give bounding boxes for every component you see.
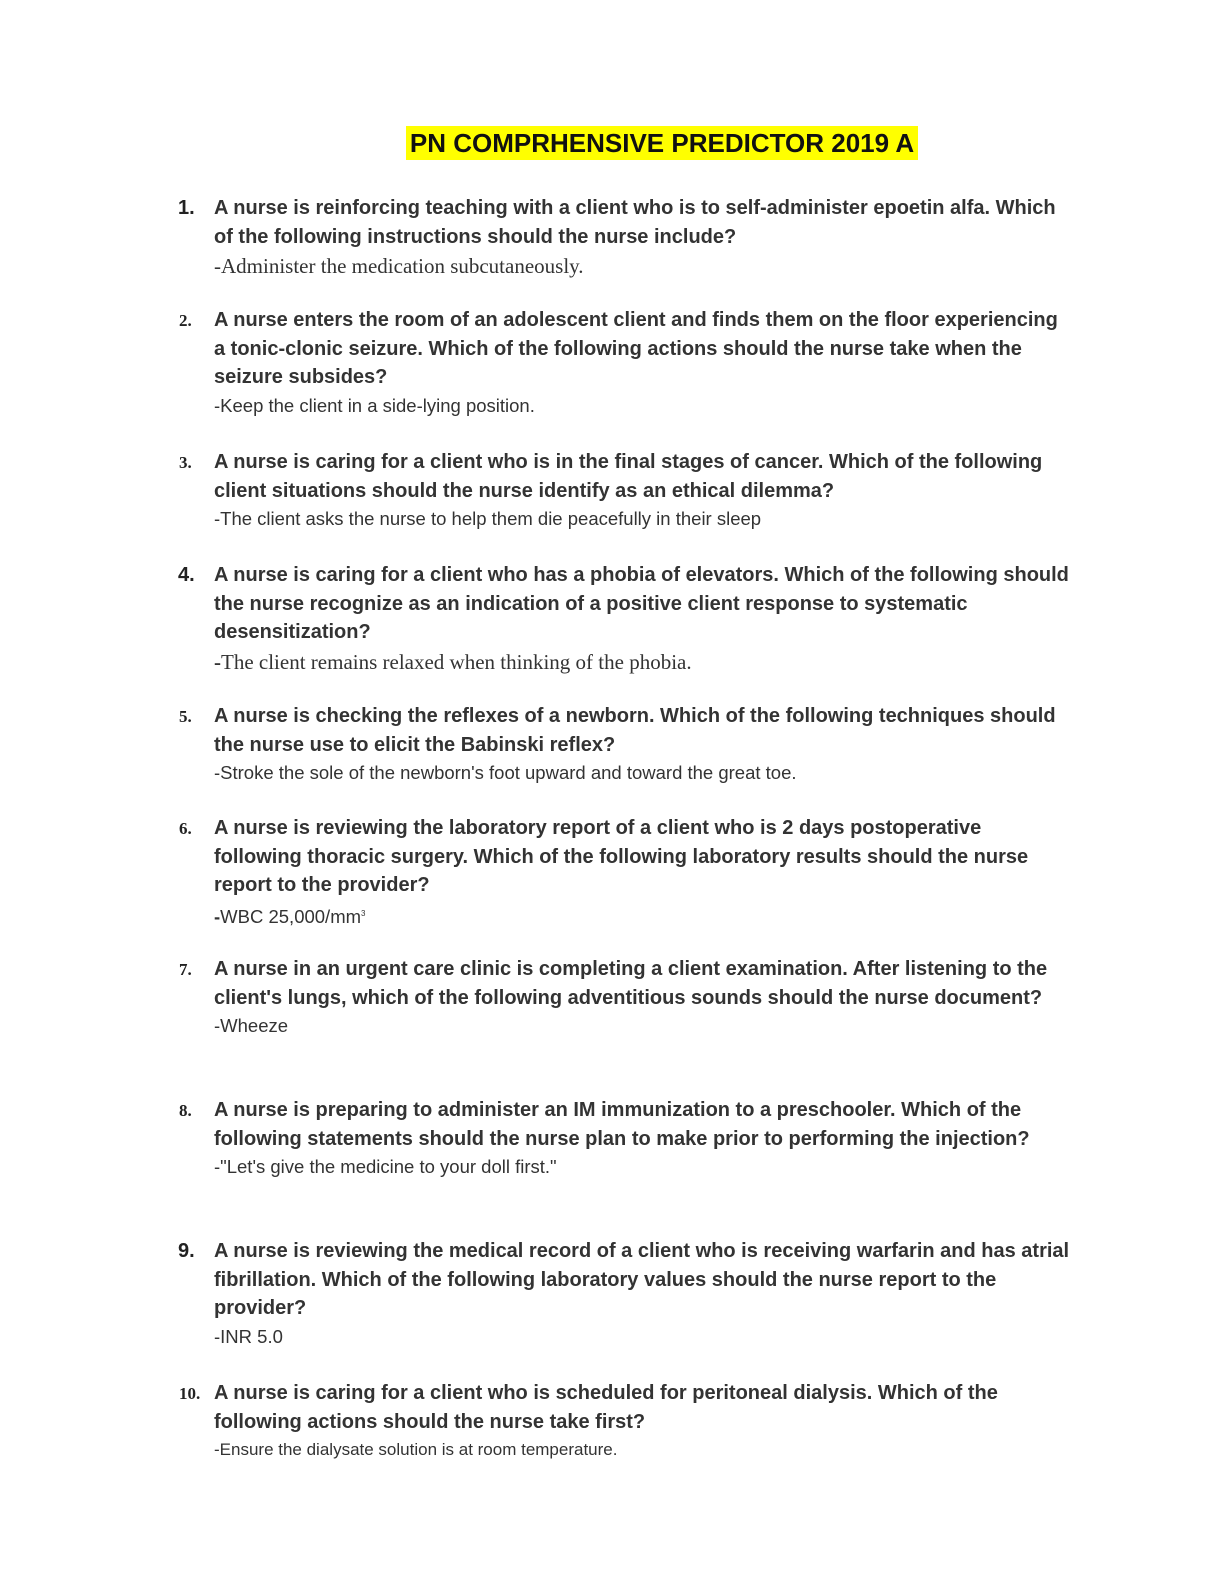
question-number: 5. [179,707,192,726]
question-number: 1. [178,197,195,219]
question-text: A nurse is caring for a client who has a phobia of elevators. Which of the following should the nurse recognize as an indication of a positive client response to systematic desensitization? [214,564,1069,643]
answer-superscript: 3 [361,908,366,918]
question-text: A nurse is caring for a client who is scheduled for peritoneal dialysis. Which of the following actions should the nurse take first? [214,1382,998,1433]
answer-text [214,648,1070,676]
answer-text: -Stroke the sole of the newborn's foot upward and toward the great toe. [214,762,797,783]
question-number: 3. [179,453,192,472]
question-text: A nurse is checking the reflexes of a newborn. Which of the following techniques should the nurse use to elicit the Babinski reflex? [214,705,1056,756]
question-text: A nurse is reviewing the medical record of a client who is receiving warfarin and has atrial fibrillation. Which of the following laboratory values should the nurse report to the provider? [214,1240,1070,1319]
question-number: 10. [179,1384,201,1403]
question-number: 7. [179,960,192,979]
question-text: A nurse is reinforcing teaching with a client who is to self-administer epoetin alfa. Which of the following instructions should the nurse include? [214,197,1056,248]
answer-body: WBC 25,000/mm [220,905,362,927]
answer-text: -Administer the medication subcutaneously. [214,254,584,278]
question-item [170,1096,1070,1180]
question-item [170,955,1070,1039]
question-number: 6. [179,819,192,838]
question-number: 4. [178,564,195,586]
question-number: 2. [179,311,192,330]
question-item [170,1237,1070,1350]
answer-text: -Keep the client in a side-lying position. [214,394,535,416]
question-number: 8. [179,1101,192,1120]
answer-body: The client remains relaxed when thinking of the phobia. [221,649,692,674]
question-number: 9. [178,1240,195,1262]
question-item [170,194,1070,280]
question-item [170,561,1070,676]
question-item [170,814,1070,930]
answer-text: -The client asks the nurse to help them die peacefully in their sleep [214,508,762,529]
question-item [170,306,1070,419]
title-container [0,126,1224,160]
answer-text: -"Let's give the medicine to your doll first." [214,1156,557,1177]
answer-dash: - [214,905,221,927]
question-text: A nurse enters the room of an adolescent client and finds them on the floor experiencing a tonic-clonic seizure. Which of the following actions should the nurse take when the seizure subsides? [214,309,1058,388]
question-text: A nurse is reviewing the laboratory report of a client who is 2 days postoperative following thoracic surgery. Which of the following laboratory results should the nurse report to the provider? [214,817,1029,896]
answer-text: -INR 5.0 [214,1325,283,1347]
question-item [170,1379,1070,1463]
question-item [170,448,1070,532]
answer-text [214,901,1070,930]
question-text: A nurse is preparing to administer an IM immunization to a preschooler. Which of the following statements should the nurse plan to make prior to performing the injection? [214,1099,1030,1150]
question-text: A nurse in an urgent care clinic is completing a client examination. After listening to the client's lungs, which of the following adventitious sounds should the nurse document? [214,958,1048,1009]
answer-text: -Wheeze [214,1015,289,1036]
document-title: PN COMPRHENSIVE PREDICTOR 2019 A [406,126,918,160]
answer-dash: - [214,649,221,674]
question-text: A nurse is caring for a client who is in the final stages of cancer. Which of the following client situations should the nurse identify as an ethical dilemma? [214,451,1043,502]
answer-text: -Ensure the dialysate solution is at room temperature. [214,1440,618,1459]
question-item [170,702,1070,786]
